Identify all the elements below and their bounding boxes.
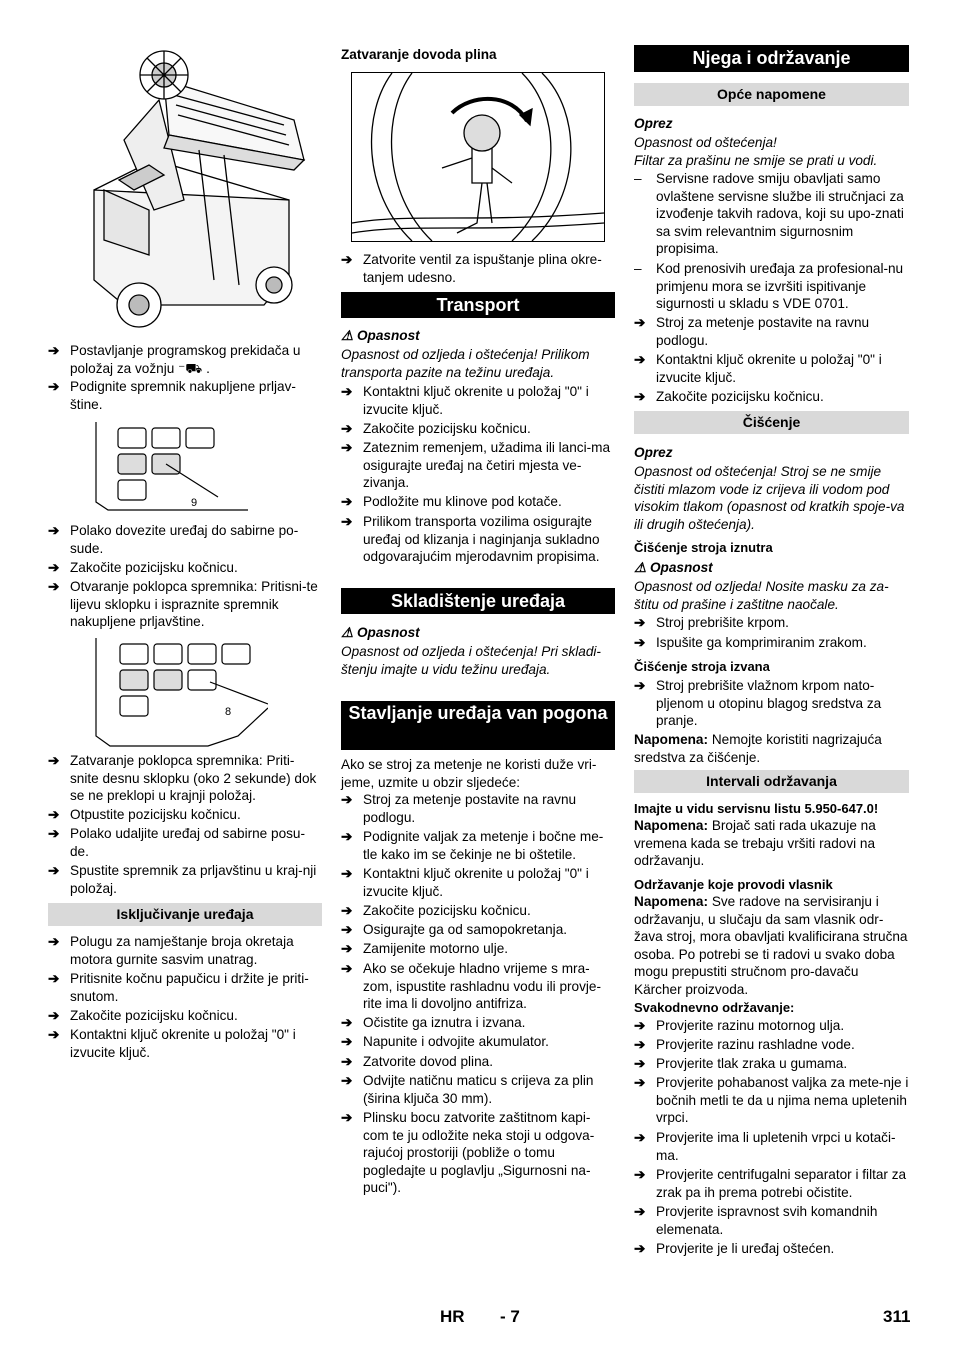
step: ➔ Kontaktni ključ okrenite u položaj "0" i izvucite ključ. [48,1027,296,1060]
arrow-icon: ➔ [48,523,60,538]
arrow-icon: ➔ [48,560,60,575]
step: ➔ Ako se očekuje hladno vrijeme s mra-zom, ispustite rashladnu vodu ili provje-rite ima li dovoljno antifriza. [341,961,602,1011]
arrow-icon: ➔ [634,1056,646,1071]
arrow-icon: ➔ [341,866,353,881]
step: ➔ Zakočite pozicijsku kočnicu. [48,560,238,575]
arrow-icon: ➔ [48,579,60,594]
step: ➔ Stroj prebrišite vlažnom krpom nato-pljenom u otopinu blagog sredstva za pranje. [634,678,882,728]
step: ➔ Provjerite tlak zraka u gumama. [634,1056,848,1071]
step: ➔ Kontaktni ključ okrenite u položaj "0" i izvucite ključ. [341,866,589,899]
arrow-icon: ➔ [634,352,646,367]
arrow-icon: ➔ [341,903,353,918]
decommission-intro: Ako se stroj za metenje ne koristi duže vri-jeme, uzmite u obzir sljedeće: [341,757,597,790]
arrow-icon: ➔ [341,1073,353,1088]
section-header-care: Njega i održavanje [634,45,909,72]
gas-valve-illustration [351,72,605,242]
inside-heading: Čišćenje stroja iznutra [634,540,773,555]
machine-illustration [64,40,320,337]
outside-heading: Čišćenje stroja izvana [634,659,770,674]
arrow-icon: ➔ [341,829,353,844]
step: ➔ Provjerite je li uređaj oštećen. [634,1241,835,1256]
arrow-icon: ➔ [48,1008,60,1023]
arrow-icon: ➔ [341,961,353,976]
warning-triangle-icon: ⚠ [341,625,354,640]
caution-label: Oprez [634,445,673,460]
step: ➔ Plinsku bocu zatvorite zaštitnom kapi-com te ju odložite neka stoji u odgova-rajućoj prostoriji (pobliže o tomu pogledajte u poglavlju „Sigurnosni na-puci"). [341,1110,595,1195]
step: ➔ Kontaktni ključ okrenite u položaj "0" i izvucite ključ. [341,384,589,417]
step: ➔ Provjerite pohabanost valjka za mete-nje i bočnih metli te da u njima nema upletenih vrpci. [634,1075,909,1125]
caution-label: Oprez [634,116,673,131]
step: ➔ Pritisnite kočnu papučicu i držite je priti-snutom. [48,971,309,1004]
callout-9: 9 [191,497,198,509]
step: ➔ Provjerite centrifugalni separator i filtar za zrak pa ih prema potrebi očistite. [634,1167,907,1200]
arrow-icon: ➔ [341,440,353,455]
switch-panel-illustration-2 [88,638,268,750]
step: ➔ Napunite i odvojite akumulator. [341,1034,549,1049]
step: ➔ Kontaktni ključ okrenite u položaj "0" i izvucite ključ. [634,352,882,385]
daily-heading: Svakodnevno održavanje: [634,1000,795,1015]
arrow-icon: ➔ [48,934,60,949]
arrow-icon: ➔ [341,252,353,267]
arrow-icon: ➔ [48,971,60,986]
step: ➔ Zakočite pozicijsku kočnicu. [341,903,531,918]
step: ➔ Osigurajte ga od samopokretanja. [341,922,568,937]
arrow-icon: ➔ [341,1110,353,1125]
arrow-icon: ➔ [341,941,353,956]
storage-warning: Opasnost od ozljeda i oštećenja! Pri skladi-štenju imajte u vidu težinu uređaja. [341,644,601,677]
danger-label: ⚠ Opasnost [341,328,420,343]
arrow-icon: ➔ [48,753,60,768]
arrow-icon: ➔ [341,922,353,937]
transport-warning: Opasnost od ozljeda i oštećenja! Prilikom transporta pazite na težinu uređaja. [341,347,590,380]
step: ➔ Podignite spremnik nakupljene prljav-štine. [48,379,296,412]
section-header-decommission: Stavljanje uređaja van pogona [341,701,615,750]
drive-position-icon: ⁻⛟ [178,360,203,376]
section-header-transport: Transport [341,292,615,318]
section-header-cleaning: Čišćenje [634,411,909,434]
arrow-icon: ➔ [634,1018,646,1033]
dash-item: – Kod prenosivih uređaja za profesional-nu primjenu mora se izvršiti ispitivanje sigurnosti u skladu s VDE 0701. [634,261,904,311]
arrow-icon: ➔ [634,1075,646,1090]
arrow-icon: ➔ [48,826,60,841]
arrow-icon: ➔ [341,421,353,436]
danger-label: ⚠ Opasnost [341,625,420,640]
step: ➔ Zakočite pozicijsku kočnicu. [341,421,531,436]
section-header-general: Opće napomene [634,83,909,106]
general-warning-1: Opasnost od oštećenja! [634,135,777,150]
step: ➔ Provjerite ima li upletenih vrpci u kotači-ma. [634,1130,896,1163]
step: ➔ Zateznim remenjem, užadima ili lanci-ma osigurajte uređaj na četiri mjesta ve-zivanja. [341,440,611,490]
arrow-icon: ➔ [48,379,60,394]
step: ➔ Očistite ga iznutra i izvana. [341,1015,526,1030]
arrow-icon: ➔ [634,315,646,330]
step: ➔ Provjerite ispravnost svih komandnih elemenata. [634,1204,878,1237]
step: ➔ Provjerite razinu motornog ulja. [634,1018,845,1033]
arrow-icon: ➔ [341,1054,353,1069]
step: ➔ Zakočite pozicijsku kočnicu. [48,1008,238,1023]
intervals-note: Napomena: Brojač sati rada ukazuje na vremena kada se trebaju vršiti radovi na održavanju. [634,818,876,868]
arrow-icon: ➔ [634,1037,646,1052]
danger-label: ⚠ Opasnost [634,560,713,575]
arrow-icon: ➔ [341,514,353,529]
gas-heading: Zatvaranje dovoda plina [341,47,497,62]
arrow-icon: ➔ [634,389,646,404]
arrow-icon: ➔ [48,863,60,878]
arrow-icon: ➔ [634,678,646,693]
general-warning-2: Filtar za prašinu ne smije se prati u vodi. [634,153,878,168]
step: ➔ Postavljanje programskog prekidača u položaj za vožnju ⁻⛟ . [48,343,301,376]
step: ➔ Otvaranje poklopca spremnika: Pritisni-te lijevu sklopku i ispraznite spremnik nakupljene prljavštine. [48,579,318,629]
dash-item: – Servisne radove smiju obavljati samo ovlaštene servisne službe ili stručnjaci za izvođenje takvih radova, koji su upo-znati sa svim relevantnim sigurnosnim propisima. [634,171,904,256]
arrow-icon: ➔ [341,494,353,509]
arrow-icon: ➔ [634,1167,646,1182]
warning-triangle-icon: ⚠ [634,560,647,575]
step: ➔ Zatvorite ventil za ispuštanje plina okre-tanjem udesno. [341,252,602,285]
warning-triangle-icon: ⚠ [341,328,354,343]
step: ➔ Stroj za metenje postavite na ravnu podlogu. [634,315,870,348]
step: ➔ Stroj za metenje postavite na ravnu podlogu. [341,792,577,825]
arrow-icon: ➔ [341,1034,353,1049]
arrow-icon: ➔ [634,1204,646,1219]
arrow-icon: ➔ [48,343,60,358]
step: ➔ Odvijte natičnu maticu s crijeva za plin (širina ključa 30 mm). [341,1073,594,1106]
section-header-storage: Skladištenje uređaja [341,588,615,614]
arrow-icon: ➔ [634,635,646,650]
step: ➔ Prilikom transporta vozilima osigurajte uređaj od klizanja i naginjanja sukladno odgovarajućim mjerodavnim propisima. [341,514,600,564]
step: ➔ Polugu za namještanje broja okretaja motora gurnite sasvim unatrag. [48,934,294,967]
step: ➔ Zamijenite motorno ulje. [341,941,509,956]
arrow-icon: ➔ [341,792,353,807]
service-list-note: Imajte u vidu servisnu listu 5.950-647.0! [634,801,879,816]
footer-local-page: - 7 [500,1307,520,1326]
switch-panel-illustration [88,422,248,514]
outside-note: Napomena: Nemojte koristiti nagrizajuća sredstva za čišćenje. [634,732,882,765]
step: ➔ Podignite valjak za metenje i bočne me-tle kako im se čekinje ne bi oštetile. [341,829,604,862]
arrow-icon: ➔ [634,1241,646,1256]
step: ➔ Zatvorite dovod plina. [341,1054,493,1069]
step: ➔ Ispušite ga komprimiranim zrakom. [634,635,867,650]
step: ➔ Zakočite pozicijsku kočnicu. [634,389,824,404]
arrow-icon: ➔ [48,1027,60,1042]
step: ➔ Zatvaranje poklopca spremnika: Priti-snite desnu sklopku (oko 2 sekunde) dok se ne preklopi u krajnji položaj. [48,753,317,803]
step: ➔ Polako udaljite uređaj od sabirne posu-de. [48,826,306,859]
footer-language: HR [440,1307,465,1326]
page-number: 311 [883,1307,911,1326]
arrow-icon: ➔ [341,1015,353,1030]
inside-warning: Opasnost od ozljeda! Nosite masku za za-štitu od prašine i zaštitne naočale. [634,579,889,612]
arrow-icon: ➔ [48,807,60,822]
arrow-icon: ➔ [634,615,646,630]
step: ➔ Provjerite razinu rashladne vode. [634,1037,855,1052]
step: ➔ Spustite spremnik za prljavštinu u kraj-nji položaj. [48,863,317,896]
arrow-icon: ➔ [341,384,353,399]
section-header-intervals: Intervali održavanja [634,770,909,793]
arrow-icon: ➔ [634,1130,646,1145]
step: ➔ Stroj prebrišite krpom. [634,615,789,630]
owner-heading: Održavanje koje provodi vlasnik [634,877,833,892]
cleaning-warning: Opasnost od oštećenja! Stroj se ne smije čistiti mlazom vode iz crijeva ili vodom pod visokim tlakom (opasnost od kratkih spoje-va ili drugih oštećenja). [634,464,905,532]
callout-8: 8 [225,706,232,718]
section-header-shutdown: Isključivanje uređaja [48,903,322,926]
step: ➔ Otpustite pozicijsku kočnicu. [48,807,241,822]
step: ➔ Podložite mu klinove pod kotače. [341,494,562,509]
step: ➔ Polako dovezite uređaj do sabirne po-sude. [48,523,299,556]
owner-note: Napomena: Sve radove na servisiranju i održavanju, u slučaju da sam vlasnik odr-žava stroj, mora obavljati kvalificirana stručna osoba. Po potrebi se ti radovi u svako doba mogu prepustiti stručnom pro-davaču Kärcher proizvoda. [634,894,908,997]
